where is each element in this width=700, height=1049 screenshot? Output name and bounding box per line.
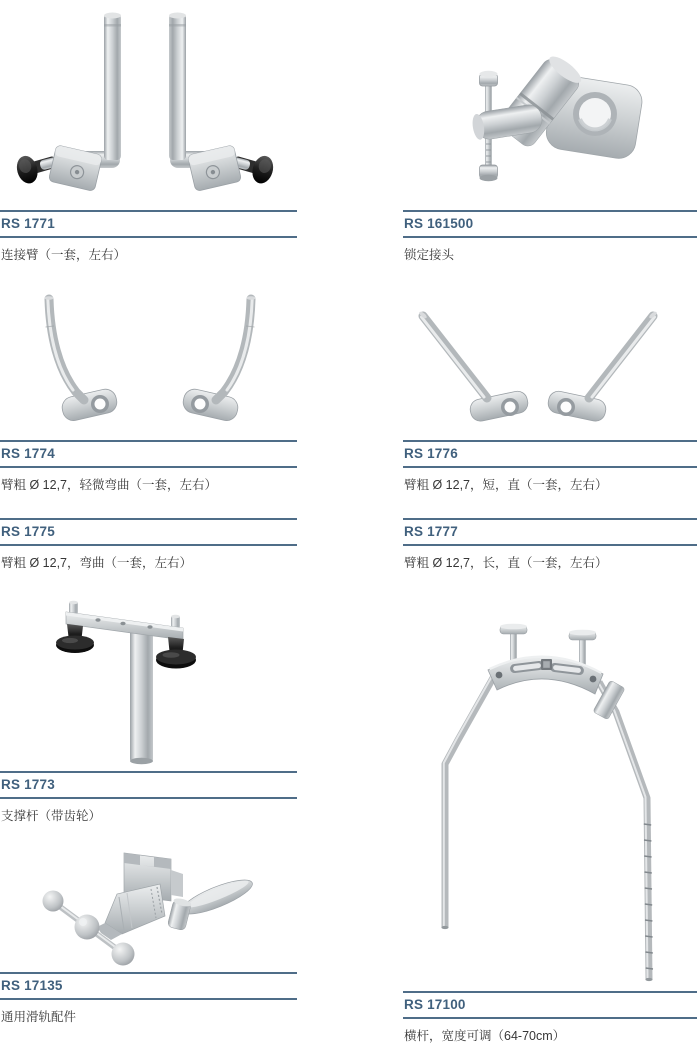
- product-code: RS 1777: [404, 524, 458, 539]
- product-code-block: [403, 210, 697, 238]
- product-code-block: [403, 440, 697, 468]
- product-description: 臂粗 Ø 12,7，短，直（一套，左右）: [404, 478, 608, 493]
- product-code-block: [403, 991, 697, 1019]
- product-rs-1777: [403, 518, 697, 572]
- connecting-arm-pair-image: [0, 4, 290, 204]
- product-description: 臂粗 Ø 12,7，轻微弯曲（一套，左右）: [1, 478, 217, 493]
- product-code-block: [0, 518, 297, 546]
- product-code: RS 17100: [404, 997, 466, 1012]
- product-code: RS 1771: [1, 216, 55, 231]
- product-code: RS 1773: [1, 777, 55, 792]
- product-rs-17135: [0, 972, 297, 1026]
- product-code-block: [0, 972, 297, 1000]
- product-rs-1773: [0, 771, 297, 825]
- locking-joint-image: [423, 52, 673, 202]
- universal-rail-clamp-image: [20, 840, 300, 975]
- adjustable-crossbar-image: [400, 612, 700, 984]
- product-rs-161500: [403, 210, 697, 264]
- product-rs-1776: [403, 440, 697, 494]
- product-rs-1771: [0, 210, 297, 264]
- product-description: 臂粗 Ø 12,7，长，直（一套，左右）: [404, 556, 608, 571]
- product-code-block: [0, 440, 297, 468]
- product-code-block: [403, 518, 697, 546]
- product-code: RS 1774: [1, 446, 55, 461]
- product-description: 连接臂（一套，左右）: [1, 248, 127, 263]
- product-description: 锁定接头: [404, 248, 455, 263]
- product-code: RS 17135: [1, 978, 63, 993]
- product-code: RS 1776: [404, 446, 458, 461]
- product-rs-1774: [0, 440, 297, 494]
- product-description: 通用滑轨配件: [1, 1010, 77, 1025]
- product-code-block: [0, 210, 297, 238]
- product-code: RS 1775: [1, 524, 55, 539]
- product-description: 臂粗 Ø 12,7，弯曲（一套，左右）: [1, 556, 192, 571]
- slightly-curved-arm-pair-image: [5, 287, 295, 437]
- product-code-block: [0, 771, 297, 799]
- product-rs-17100: [403, 991, 697, 1045]
- product-rs-1775: [0, 518, 297, 572]
- short-straight-arm-pair-image: [400, 300, 700, 435]
- support-rod-image: [20, 590, 300, 775]
- product-code: RS 161500: [404, 216, 474, 231]
- product-description: 支撑杆（带齿轮）: [1, 809, 102, 824]
- product-description: 横杆，宽度可调（64-70cm）: [404, 1029, 566, 1044]
